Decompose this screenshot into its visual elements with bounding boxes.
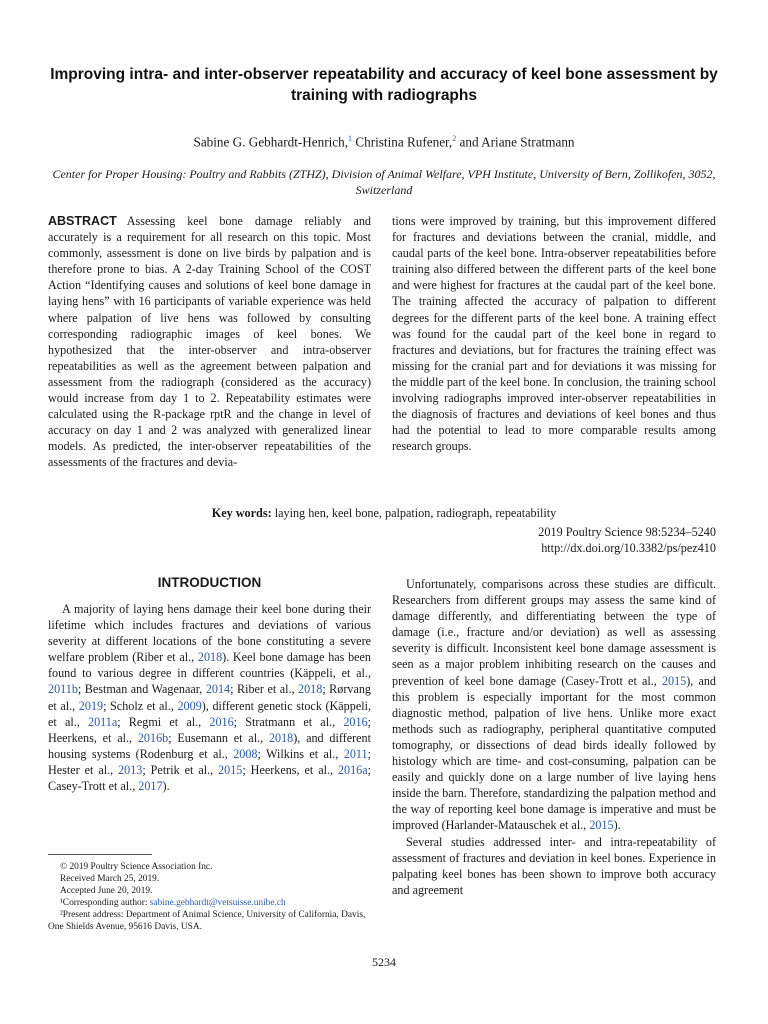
ref-link[interactable]: 2015 (589, 818, 614, 833)
author-2: Christina Rufener, (352, 134, 453, 150)
ref-link[interactable]: 2011 (343, 746, 368, 761)
ref-link[interactable]: 2016b (137, 730, 169, 745)
abstract-left-column (48, 213, 371, 471)
author-1-footnote-mark[interactable]: 1 (348, 134, 353, 143)
ref-link[interactable]: 2009 (177, 698, 202, 713)
page-number: 5234 (372, 955, 396, 969)
author-1: Sabine G. Gebhardt-Henrich, (193, 134, 349, 150)
ref-link[interactable]: 2015 (661, 673, 687, 688)
ref-link[interactable]: 2018 (268, 730, 294, 745)
introduction-right-column (392, 576, 716, 898)
intro-paragraph-1: A majority of laying hens damage their keel bone during their lifetime which includes fractures and deviations of various severity at different locations of the bone constituting a severe welfare problem (Riber et al., 2018). Keel bone damage has been found to various degree in different countries (Käppeli, et al., 2011b; Bestman and Wagenaar, 2014; Riber et al., 2018; Rørvang et al., 2019; Scholz et al., 2009), different genetic stock (Käppeli, et al., 2011a; Regmi et al., 2016; Stratmann et al., 2016; Heerkens, et al., 2016b; Eusemann et al., 2018), and different housing systems (Rodenburg et al., 2008; Wilkins et al., 2011; Hester et al., 2013; Petrik et al., 2015; Heerkens, et al., 2016a; Casey-Trott et al., 2017). (48, 602, 372, 794)
footnote-received: Received March 25, 2019. (60, 874, 160, 884)
footnote-divider (48, 854, 152, 855)
keywords-text: laying hen, keel bone, palpation, radiograph, repeatability (271, 506, 557, 520)
author-3: and Ariane Stratmann (456, 134, 575, 150)
ref-link[interactable]: 2019 (78, 698, 104, 713)
ref-link[interactable]: 2013 (118, 762, 143, 777)
doi-link[interactable]: http://dx.doi.org/10.3382/ps/pez410 (541, 541, 716, 555)
abstract-heading: ABSTRACT (48, 214, 117, 228)
ref-link[interactable]: 2011a (88, 714, 118, 729)
abstract-right-column: tions were improved by training, but this improvement differed for fractures and deviations between the cranial, middle, and caudal parts of the keel bone. Intra-observer repeatabilities before training also differed between the different parts of the keel bone and were highest for fractures at the caudal part of the keel bone. The training affected the accuracy of palpation to different degrees for the different parts of the keel bone. A training effect was found for the caudal part of the keel bone in regard to fractures and deviations, but for fractures the training effect was missing for the cranial part and for deviations it was missing for the middle part of the keel bone. In conclusion, the training school involving radiographs improved inter-observer repeatabilities in the diagnosis of fractures and deviations of keel bones and thus had the potential to lead to more comparable results among research groups. (392, 214, 716, 454)
email-link[interactable]: sabine.gebhardt@vetsuisse.unibe.ch (149, 898, 286, 908)
ref-link[interactable]: 2016a (337, 762, 368, 777)
introduction-left-column (48, 601, 371, 794)
footnote-accepted: Accepted June 20, 2019. (60, 886, 153, 896)
introduction-heading: INTRODUCTION (157, 575, 262, 590)
ref-link[interactable]: 2011b (48, 682, 78, 697)
ref-link[interactable]: 2014 (205, 682, 231, 697)
footnotes (48, 861, 371, 933)
ref-link[interactable]: 2018 (197, 650, 223, 665)
author-list (48, 134, 720, 150)
footnote-corresponding-author: ¹Corresponding author: sabine.gebhardt@vetsuisse.unibe.ch (60, 898, 286, 908)
abstract-text-left: Assessing keel bone damage reliably and accurately is a requirement for all research on this topic. Most commonly, assessment is done on live birds by palpation and is therefore prone to bias. A 2-day Training School of the COST Action “Identifying causes and solutions of keel bone damage in laying hens” with 16 participants of variable experience was held where palpation of live hens was followed by consulting corresponding radiographic images of keel bones. We hypothesized that the inter-observer and intra-observer repeatabilities as well as the agreement between palpation and assessment from the radiograph (considered as the accuracy) would increase from day 1 to 2. Repeatability estimates were calculated using the R-package rptR and the change in level of accuracy on day 1 and 2 was analyzed with generalized linear models. As predicted, the inter-observer repeatabilities of the assessments of the fractures and devia- (48, 214, 371, 470)
citation-block (538, 524, 716, 556)
ref-link[interactable]: 2016 (343, 714, 368, 729)
ref-link[interactable]: 2017 (138, 779, 163, 794)
ref-link[interactable]: 2016 (209, 714, 234, 729)
affiliation: Center for Proper Housing: Poultry and Rabbits (ZTHZ), Division of Animal Welfare, VPH Institute, University of Bern, Zollikofen, 3052, Switzerland (52, 167, 716, 197)
paper-title: Improving intra- and inter-observer repeatability and accuracy of keel bone assessment by training with radiographs (50, 66, 718, 104)
author-2-footnote-mark[interactable]: 2 (452, 134, 457, 143)
footnote-copyright: © 2019 Poultry Science Association Inc. (60, 862, 213, 872)
intro-paragraph-2: Unfortunately, comparisons across these studies are difficult. Researchers from different groups may assess the same kind of damage differently, and differentiating between the type of damage (i.e., fracture and/or deviation) as well as assessing severity is difficult. Inconsistent keel bone damage assessment is seen as a major problem inhibiting research on the causes and prevention of keel bone damage (Casey-Trott et al., 2015), and this problem is especially important for the most common diagnostic method, palpation of live hens. Unlike more exact methods such as radiography, peripheral quantitative computed tomography, or dissections of dead birds ideally followed by histology which are time- and cost-consuming, palpation can be easily and quickly done on a large number of live laying hens inside the barn. Therefore, standardizing the palpation method and the way of reporting keel bone damage is imperative and must be improved (Harlander-Matauschek et al., 2015). (392, 577, 716, 833)
footnote-present-address: ²Present address: Department of Animal Science, University of California, Davis, One Shields Avenue, 95616 Davis, USA. (48, 910, 366, 932)
ref-link[interactable]: 2018 (298, 682, 323, 697)
keywords (48, 506, 720, 521)
ref-link[interactable]: 2015 (218, 762, 243, 777)
journal-citation: 2019 Poultry Science 98:5234–5240 (538, 525, 716, 539)
keywords-label: Key words: (211, 506, 272, 520)
intro-paragraph-3: Several studies addressed inter- and intra-repeatability of assessment of fractures and deviation in keel bones. Experience in palpating keel bones has been shown to improve both accuracy and agreement (392, 834, 716, 897)
ref-link[interactable]: 2008 (233, 746, 258, 761)
